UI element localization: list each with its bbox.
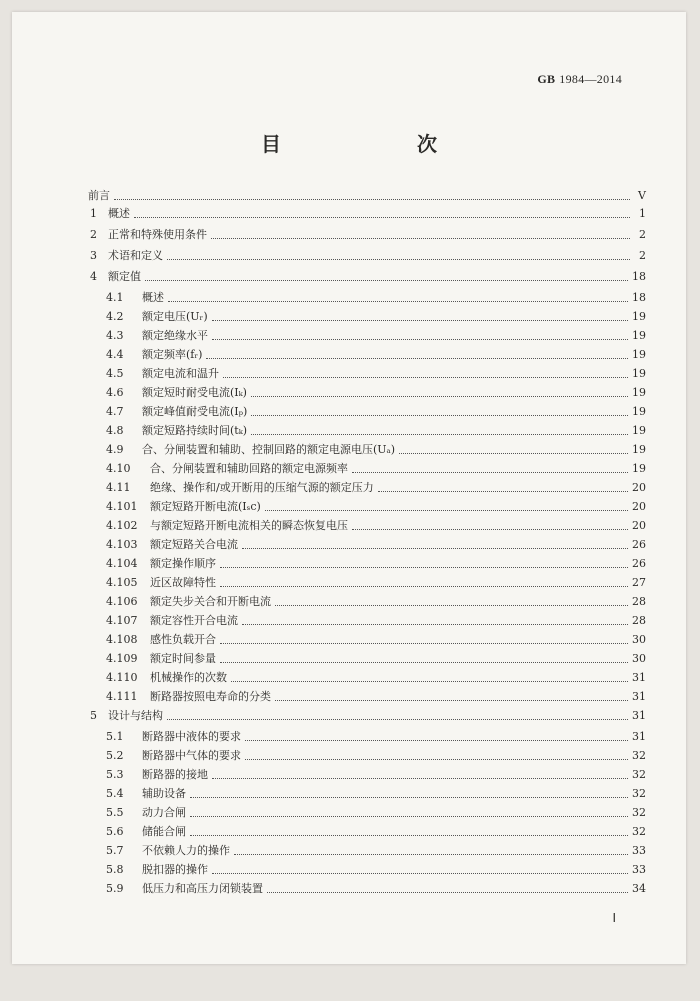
toc-entry[interactable] xyxy=(88,596,646,608)
toc-entry-page: Ⅴ xyxy=(638,189,646,202)
toc-entry-title: 断路器中气体的要求 xyxy=(142,749,241,762)
dot-leader xyxy=(145,279,628,281)
toc-entry[interactable] xyxy=(88,208,646,220)
toc-entry[interactable] xyxy=(88,864,646,876)
dot-leader xyxy=(251,433,628,435)
dot-leader xyxy=(212,872,628,874)
toc-entry-number: 4.102 xyxy=(106,519,138,532)
toc-entry-number: 4.9 xyxy=(106,443,124,456)
toc-entry-number: 4.6 xyxy=(106,386,124,399)
toc-entry-title: 辅助设备 xyxy=(142,787,186,800)
toc-entry-title: 储能合闸 xyxy=(142,825,186,838)
dot-leader xyxy=(220,566,628,568)
toc-entry-number: 4.8 xyxy=(106,424,124,437)
toc-entry[interactable] xyxy=(88,615,646,627)
toc-entry-title: 感性负载开合 xyxy=(150,633,216,646)
toc-entry[interactable] xyxy=(88,444,646,456)
toc-entry-title: 概述 xyxy=(142,291,164,304)
dot-leader xyxy=(234,853,628,855)
document-page xyxy=(12,12,686,964)
toc-entry-title: 近区故障特性 xyxy=(150,576,216,589)
toc-entry-number: 5.2 xyxy=(106,749,124,762)
toc-entry-number: 4.107 xyxy=(106,614,138,627)
toc-entry[interactable] xyxy=(88,750,646,762)
toc-entry-title: 额定值 xyxy=(108,270,141,283)
toc-entry-page: 20 xyxy=(632,481,646,494)
toc-entry[interactable] xyxy=(88,826,646,838)
page-number: Ⅰ xyxy=(612,911,616,925)
toc-entry-title: 术语和定义 xyxy=(108,249,163,262)
toc-entry-page: 27 xyxy=(632,576,646,589)
standard-number xyxy=(537,72,622,87)
toc-entry-title: 断路器的接地 xyxy=(142,768,208,781)
dot-leader xyxy=(265,509,628,511)
toc-entry-title: 低压力和高压力闭锁装置 xyxy=(142,882,263,895)
toc-entry-page: 30 xyxy=(632,652,646,665)
dot-leader xyxy=(168,300,628,302)
toc-entry-title: 额定短时耐受电流(Iₖ) xyxy=(142,386,247,399)
toc-entry-number: 5.3 xyxy=(106,768,124,781)
toc-entry-page: 18 xyxy=(632,291,646,304)
toc-entry-page: 31 xyxy=(632,671,646,684)
toc-entry-number: 4.101 xyxy=(106,500,138,513)
page-title: 目 次 xyxy=(261,132,469,156)
dot-leader xyxy=(378,490,628,492)
toc-entry[interactable] xyxy=(88,769,646,781)
toc-entry-number: 4.103 xyxy=(106,538,138,551)
toc-entry-title: 与额定短路开断电流相关的瞬态恢复电压 xyxy=(150,519,348,532)
toc-entry-title: 合、分闸装置和辅助回路的额定电源频率 xyxy=(150,462,348,475)
toc-entry-number: 4.1 xyxy=(106,291,124,304)
toc-entry-number: 4.111 xyxy=(106,690,138,703)
toc-entry[interactable] xyxy=(88,311,646,323)
table-of-contents xyxy=(88,190,646,902)
dot-leader xyxy=(245,758,628,760)
toc-entry-page: 31 xyxy=(632,709,646,722)
toc-entry[interactable] xyxy=(88,330,646,342)
toc-entry-title: 额定电流和温升 xyxy=(142,367,219,380)
toc-entry-page: 30 xyxy=(632,633,646,646)
toc-entry[interactable] xyxy=(88,250,646,262)
toc-entry[interactable] xyxy=(88,387,646,399)
toc-entry-page: 2 xyxy=(639,249,646,262)
toc-entry-number: 1 xyxy=(90,207,97,220)
toc-entry-number: 5.9 xyxy=(106,882,124,895)
dot-leader xyxy=(275,604,628,606)
toc-entry-number: 4.106 xyxy=(106,595,138,608)
toc-entry-number: 5.4 xyxy=(106,787,124,800)
toc-entry-title: 断路器中液体的要求 xyxy=(142,730,241,743)
toc-entry-number: 4.104 xyxy=(106,557,138,570)
toc-entry-title: 不依赖人力的操作 xyxy=(142,844,230,857)
toc-entry-title: 额定时间参量 xyxy=(150,652,216,665)
toc-entry-number: 5.7 xyxy=(106,844,124,857)
toc-entry-page: 19 xyxy=(632,424,646,437)
toc-entry-title: 正常和特殊使用条件 xyxy=(108,228,207,241)
toc-entry-page: 19 xyxy=(632,405,646,418)
toc-entry-number: 5.1 xyxy=(106,730,124,743)
toc-entry[interactable] xyxy=(88,577,646,589)
toc-entry[interactable] xyxy=(88,807,646,819)
toc-entry[interactable] xyxy=(88,845,646,857)
toc-entry-page: 19 xyxy=(632,462,646,475)
toc-entry-page: 34 xyxy=(632,882,646,895)
toc-entry-number: 4.108 xyxy=(106,633,138,646)
dot-leader xyxy=(190,815,628,817)
toc-entry-page: 19 xyxy=(632,386,646,399)
toc-entry[interactable] xyxy=(88,558,646,570)
toc-entry-number: 5.8 xyxy=(106,863,124,876)
dot-leader xyxy=(190,834,628,836)
toc-entry[interactable] xyxy=(88,463,646,475)
dot-leader xyxy=(251,414,628,416)
toc-entry-number: 4.2 xyxy=(106,310,124,323)
toc-entry-page: 20 xyxy=(632,519,646,532)
toc-entry[interactable] xyxy=(88,190,646,202)
toc-entry-page: 33 xyxy=(632,844,646,857)
toc-entry[interactable] xyxy=(88,710,646,722)
toc-entry-title: 合、分闸装置和辅助、控制回路的额定电源电压(Uₐ) xyxy=(142,443,396,456)
toc-entry-page: 32 xyxy=(632,806,646,819)
dot-leader xyxy=(212,777,628,779)
toc-entry-number: 4.110 xyxy=(106,671,138,684)
dot-leader xyxy=(114,198,630,200)
dot-leader xyxy=(267,891,628,893)
toc-entry-page: 2 xyxy=(639,228,646,241)
toc-entry-page: 19 xyxy=(632,443,646,456)
toc-entry-page: 32 xyxy=(632,825,646,838)
dot-leader xyxy=(231,680,628,682)
toc-entry-number: 5 xyxy=(90,709,97,722)
toc-entry-page: 19 xyxy=(632,348,646,361)
toc-entry[interactable] xyxy=(88,229,646,241)
toc-entry-page: 1 xyxy=(639,207,646,220)
toc-entry-number: 4.5 xyxy=(106,367,124,380)
toc-entry-number: 5.5 xyxy=(106,806,124,819)
toc-entry-title: 额定操作顺序 xyxy=(150,557,216,570)
toc-entry-page: 28 xyxy=(632,614,646,627)
toc-entry-title: 绝缘、操作和/或开断用的压缩气源的额定压力 xyxy=(150,481,374,494)
toc-entry-number: 2 xyxy=(90,228,97,241)
toc-entry-number: 4.10 xyxy=(106,462,131,475)
toc-entry-number: 5.6 xyxy=(106,825,124,838)
toc-entry-number: 3 xyxy=(90,249,97,262)
toc-entry-number: 4.11 xyxy=(106,481,131,494)
toc-entry-title: 额定电压(Uᵣ) xyxy=(142,310,208,323)
toc-entry-number: 4.105 xyxy=(106,576,138,589)
toc-entry-title: 额定绝缘水平 xyxy=(142,329,208,342)
toc-entry-title: 动力合闸 xyxy=(142,806,186,819)
toc-entry-page: 26 xyxy=(632,538,646,551)
toc-entry-page: 20 xyxy=(632,500,646,513)
toc-entry[interactable] xyxy=(88,788,646,800)
toc-entry-title: 额定频率(fᵣ) xyxy=(142,348,203,361)
dot-leader xyxy=(352,528,628,530)
toc-entry[interactable] xyxy=(88,271,646,283)
toc-entry[interactable] xyxy=(88,349,646,361)
dot-leader xyxy=(242,547,628,549)
toc-entry[interactable] xyxy=(88,691,646,703)
toc-entry[interactable] xyxy=(88,539,646,551)
dot-leader xyxy=(167,258,630,260)
dot-leader xyxy=(212,319,628,321)
toc-entry[interactable] xyxy=(88,731,646,743)
toc-entry-title: 设计与结构 xyxy=(108,709,163,722)
toc-entry-title: 机械操作的次数 xyxy=(150,671,227,684)
toc-entry-number: 4.7 xyxy=(106,405,124,418)
toc-entry-page: 32 xyxy=(632,749,646,762)
dot-leader xyxy=(220,661,628,663)
toc-entry-page: 26 xyxy=(632,557,646,570)
toc-entry-title: 脱扣器的操作 xyxy=(142,863,208,876)
dot-leader xyxy=(134,216,630,218)
toc-entry[interactable] xyxy=(88,883,646,895)
toc-entry[interactable] xyxy=(88,425,646,437)
dot-leader xyxy=(220,642,628,644)
dot-leader xyxy=(275,699,628,701)
toc-entry-title: 额定短路持续时间(tₖ) xyxy=(142,424,248,437)
toc-entry-page: 19 xyxy=(632,310,646,323)
dot-leader xyxy=(399,452,628,454)
toc-entry-number: 4.109 xyxy=(106,652,138,665)
toc-entry-title: 额定短路关合电流 xyxy=(150,538,238,551)
toc-entry-page: 32 xyxy=(632,768,646,781)
toc-entry[interactable] xyxy=(88,653,646,665)
toc-entry-title: 额定短路开断电流(Iₛc) xyxy=(150,500,261,513)
toc-entry-page: 19 xyxy=(632,367,646,380)
toc-entry[interactable] xyxy=(88,634,646,646)
dot-leader xyxy=(211,237,630,239)
dot-leader xyxy=(223,376,628,378)
toc-entry-title: 额定失步关合和开断电流 xyxy=(150,595,271,608)
toc-entry-page: 19 xyxy=(632,329,646,342)
dot-leader xyxy=(352,471,628,473)
toc-entry-page: 31 xyxy=(632,690,646,703)
dot-leader xyxy=(251,395,628,397)
dot-leader xyxy=(206,357,628,359)
dot-leader xyxy=(245,739,628,741)
dot-leader xyxy=(167,718,628,720)
toc-entry[interactable] xyxy=(88,482,646,494)
toc-entry-title: 断路器按照电寿命的分类 xyxy=(150,690,271,703)
toc-entry-page: 32 xyxy=(632,787,646,800)
toc-entry-number: 4 xyxy=(90,270,97,283)
toc-entry[interactable] xyxy=(88,501,646,513)
dot-leader xyxy=(212,338,628,340)
toc-entry-page: 33 xyxy=(632,863,646,876)
toc-entry-number: 4.4 xyxy=(106,348,124,361)
toc-entry-title: 额定容性开合电流 xyxy=(150,614,238,627)
toc-entry-page: 28 xyxy=(632,595,646,608)
standard-code: GB xyxy=(537,72,556,86)
toc-entry[interactable] xyxy=(88,406,646,418)
toc-entry[interactable] xyxy=(88,672,646,684)
toc-entry-title: 前言 xyxy=(88,189,110,202)
toc-entry-number: 4.3 xyxy=(106,329,124,342)
standard-year: 1984—2014 xyxy=(559,72,622,86)
dot-leader xyxy=(220,585,628,587)
toc-entry[interactable] xyxy=(88,520,646,532)
toc-entry[interactable] xyxy=(88,292,646,304)
toc-entry[interactable] xyxy=(88,368,646,380)
toc-entry-page: 18 xyxy=(632,270,646,283)
dot-leader xyxy=(242,623,628,625)
toc-entry-title: 额定峰值耐受电流(Iₚ) xyxy=(142,405,248,418)
dot-leader xyxy=(190,796,628,798)
toc-entry-title: 概述 xyxy=(108,207,130,220)
toc-entry-page: 31 xyxy=(632,730,646,743)
